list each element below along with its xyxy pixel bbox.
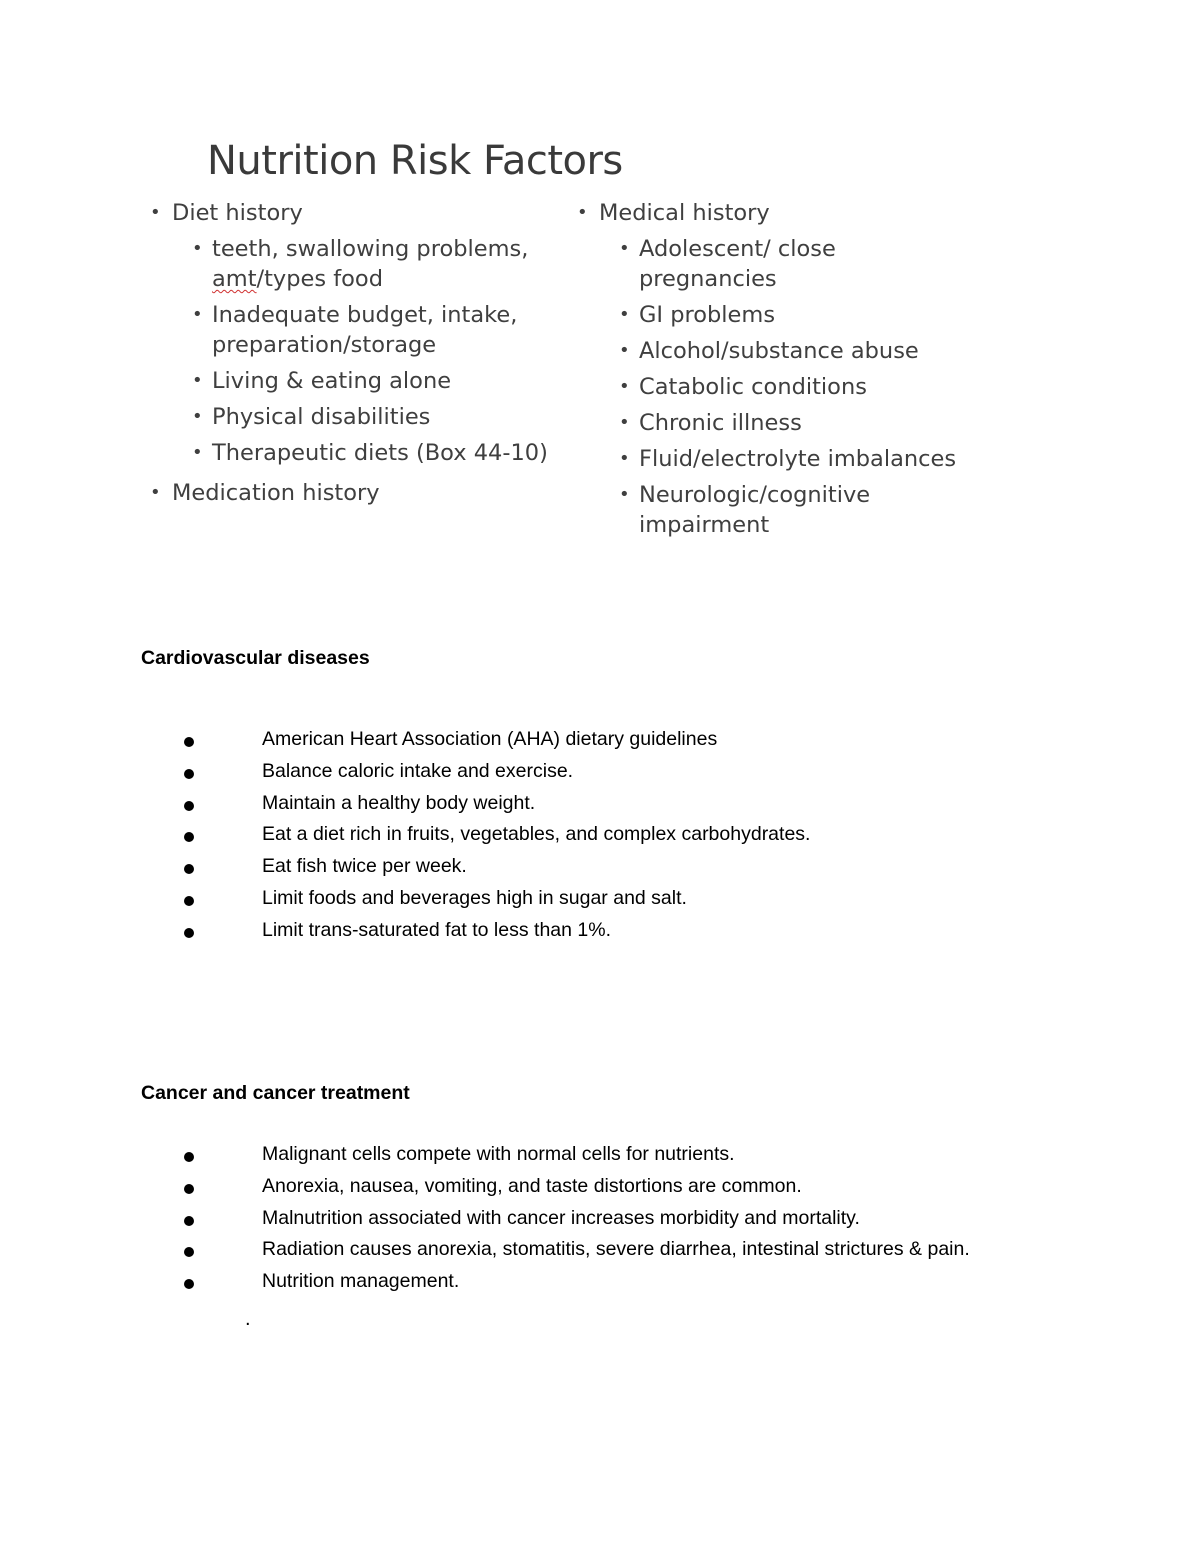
bullet-icon: •: [619, 238, 630, 259]
slide-subbullet: • teeth, swallowing problems, amt/types food: [192, 236, 529, 292]
slide-subbullet: • Neurologic/cognitive impairment: [619, 482, 871, 538]
slide-left-column: [150, 198, 570, 508]
bullet-icon: [184, 1216, 194, 1226]
bullet-icon: •: [150, 482, 161, 503]
bullet-icon: [184, 896, 194, 906]
bullet-icon: •: [619, 412, 630, 433]
slide-image: [140, 130, 1020, 560]
slide-bullet-medical-history: • Medical history: [577, 200, 770, 226]
slide-bullet-medication-history: • Medication history: [150, 480, 380, 506]
slide-title: Nutrition Risk Factors: [207, 138, 623, 184]
bullet-icon: •: [619, 340, 630, 361]
trailing-mark: .: [245, 1308, 251, 1330]
bullet-icon: •: [192, 238, 203, 259]
bullet-icon: •: [619, 448, 630, 469]
slide-subbullet: • GI problems: [619, 302, 776, 328]
bullet-icon: •: [192, 304, 203, 325]
bullet-icon: •: [619, 376, 630, 397]
cancer-heading: Cancer and cancer treatment: [141, 1082, 410, 1104]
bullet-icon: [184, 832, 194, 842]
slide-right-column: [577, 198, 1017, 540]
bullet-icon: •: [192, 442, 203, 463]
bullet-icon: •: [150, 202, 161, 223]
bullet-icon: •: [619, 304, 630, 325]
bullet-icon: [184, 1247, 194, 1257]
bullet-icon: [184, 801, 194, 811]
bullet-icon: [184, 737, 194, 747]
slide-subbullet: • Physical disabilities: [192, 404, 431, 430]
slide-subbullet: • Adolescent/ close pregnancies: [619, 236, 836, 292]
slide-subbullet: • Fluid/electrolyte imbalances: [619, 446, 957, 472]
bullet-icon: •: [577, 202, 588, 223]
bullet-icon: [184, 1152, 194, 1162]
bullet-icon: •: [192, 370, 203, 391]
slide-subbullet: • Inadequate budget, intake, preparation/storage: [192, 302, 518, 358]
cardiovascular-heading: Cardiovascular diseases: [141, 647, 370, 669]
bullet-icon: [184, 864, 194, 874]
spellcheck-word: amt: [212, 266, 257, 292]
bullet-icon: [184, 1279, 194, 1289]
slide-bullet-diet-history: • Diet history: [150, 200, 303, 226]
slide-subbullet: • Therapeutic diets (Box 44-10): [192, 440, 548, 466]
bullet-icon: [184, 928, 194, 938]
bullet-icon: •: [192, 406, 203, 427]
bullet-icon: •: [619, 484, 630, 505]
slide-subbullet: • Catabolic conditions: [619, 374, 867, 400]
bullet-icon: [184, 1184, 194, 1194]
slide-subbullet: • Alcohol/substance abuse: [619, 338, 919, 364]
slide-subbullet: • Living & eating alone: [192, 368, 452, 394]
slide-subbullet: • Chronic illness: [619, 410, 802, 436]
bullet-icon: [184, 769, 194, 779]
